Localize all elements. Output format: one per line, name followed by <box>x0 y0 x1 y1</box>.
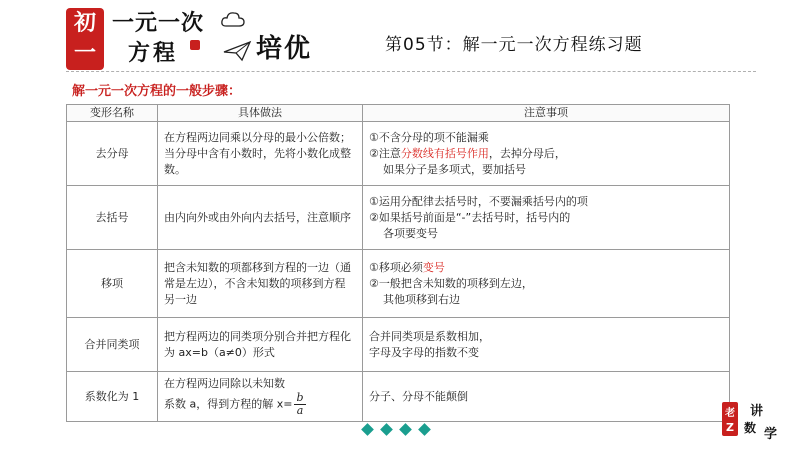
step-name: 去分母 <box>67 122 158 186</box>
note-text: ②注意 <box>369 146 401 160</box>
note-highlight: 分数线有括号作用 <box>400 146 489 160</box>
step-note <box>363 250 730 318</box>
page-indicator-dots <box>360 423 440 437</box>
footer-logo-char: Z <box>726 421 734 434</box>
footer-logo-char: 学 <box>764 427 778 442</box>
step-method: 把方程两边的同类项分别合并把方程化为 ax=b（a≠0）形式 <box>158 318 363 372</box>
step-method <box>158 372 363 422</box>
step-name: 系数化为 1 <box>67 372 158 422</box>
step-method: 由内向外或由外向内去括号，注意顺序 <box>158 186 363 250</box>
step-method: 在方程两边同乘以分母的最小公倍数；当分母中含有小数时，先将小数化成整数。 <box>158 122 363 186</box>
step-note <box>363 318 730 372</box>
diamond-icon <box>418 423 431 436</box>
header-name: 变形名称 <box>67 105 158 122</box>
note-line: 各项要变号 <box>383 226 438 240</box>
logo-line-3: 培优 <box>256 34 313 64</box>
note-line <box>369 146 723 162</box>
footer-logo-char: 老 <box>725 408 735 419</box>
table-header-row <box>67 105 730 122</box>
footer-logo-char: 讲 <box>750 404 764 419</box>
note-line: ①运用分配律去括号时，不要漏乘括号内的项 <box>369 194 588 208</box>
table-row <box>67 122 730 186</box>
steps-table <box>66 104 730 422</box>
logo-line-2: 方程 <box>128 40 179 66</box>
footer-logo-char: 数 <box>744 421 757 435</box>
table-row <box>67 250 730 318</box>
diamond-icon <box>399 423 412 436</box>
note-line: 分子、分母不能颠倒 <box>369 389 468 403</box>
note-line: ②如果括号前面是“-”去括号时，括号内的 <box>369 210 571 224</box>
header-note: 注意事项 <box>363 105 730 122</box>
footer-logo-graphic <box>720 398 790 442</box>
cloud-icon <box>220 10 246 28</box>
step-name: 移项 <box>67 250 158 318</box>
step-method: 把含未知数的项都移到方程的一边（通常是左边），不含未知数的项移到方程另一边 <box>158 250 363 318</box>
note-text: ①移项必须 <box>369 260 423 274</box>
note-text: ，去掉分母后， <box>488 146 566 160</box>
step-name: 合并同类项 <box>67 318 158 372</box>
footer-logo <box>720 398 790 442</box>
note-highlight: 变号 <box>422 260 445 274</box>
badge-char: 一 <box>73 40 96 66</box>
diamond-icon <box>380 423 393 436</box>
table-row <box>67 186 730 250</box>
table-row <box>67 372 730 422</box>
note-line: 其他项移到右边 <box>383 292 460 306</box>
seal-icon <box>190 40 200 50</box>
paper-plane-icon <box>222 40 252 62</box>
note-line <box>369 260 723 276</box>
section-title: 第05节：解一元一次方程练习题 <box>385 35 643 55</box>
note-line: ②一般把含未知数的项移到左边， <box>369 276 533 290</box>
step-note <box>363 372 730 422</box>
note-line: ①不含分母的项不能漏乘 <box>369 130 489 144</box>
fraction-b-over-a <box>294 392 305 417</box>
step-note <box>363 122 730 186</box>
method-line <box>164 392 356 417</box>
header <box>0 0 800 72</box>
table-row <box>67 318 730 372</box>
logo-line-1: 一元一次 <box>112 10 205 36</box>
method-line: 在方程两边同除以未知数 <box>164 377 285 390</box>
diamond-icon <box>361 423 374 436</box>
header-method: 具体做法 <box>158 105 363 122</box>
fraction-numerator: b <box>296 391 304 404</box>
step-name: 去括号 <box>67 186 158 250</box>
fraction-denominator: a <box>296 404 304 417</box>
header-divider <box>66 71 756 72</box>
note-line: 如果分子是多项式，要加括号 <box>383 162 526 176</box>
badge-char: 初 <box>73 10 96 36</box>
note-line: 合并同类项是系数相加， <box>369 329 490 343</box>
note-line: 字母及字母的指数不变 <box>369 345 479 359</box>
method-text: 系数 a，得到方程的解 x= <box>164 397 293 411</box>
grade-badge <box>66 8 104 70</box>
step-note <box>363 186 730 250</box>
page-subtitle: 解一元一次方程的一般步骤： <box>72 84 242 99</box>
